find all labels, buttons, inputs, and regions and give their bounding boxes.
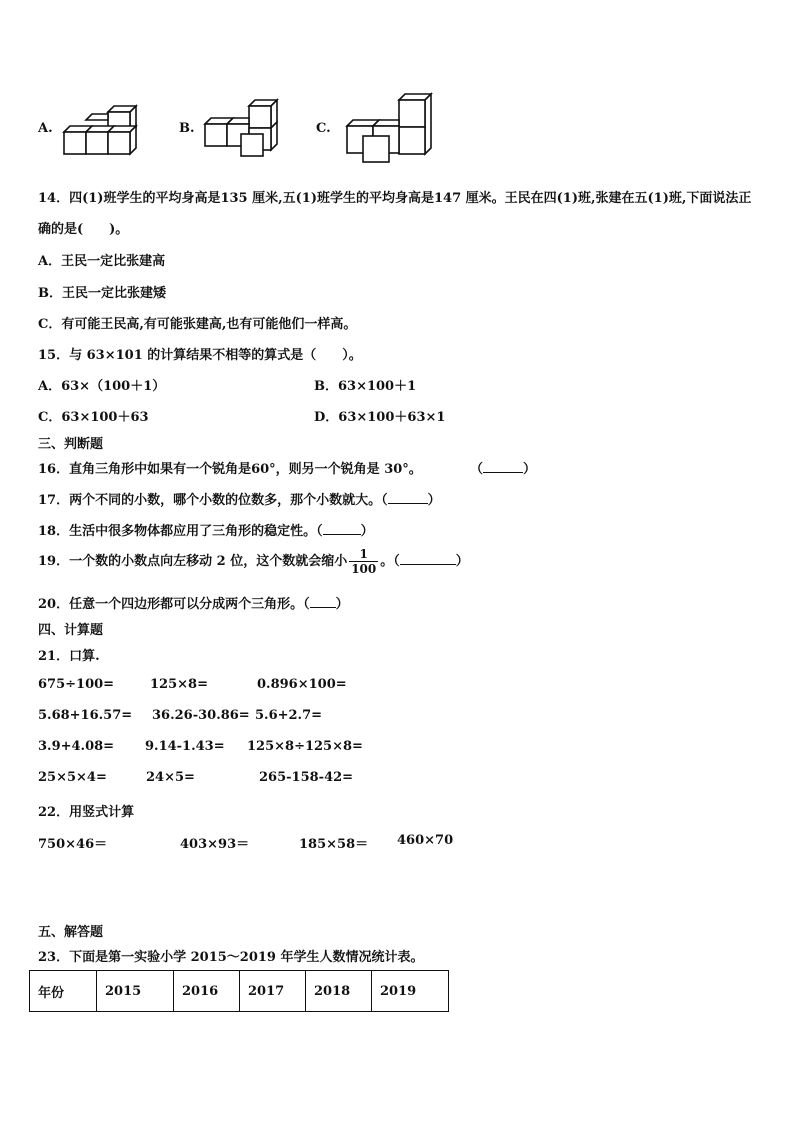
mental-item: 125×8÷125×8= [247, 739, 363, 754]
mental-item: 0.896×100= [257, 677, 347, 692]
q15-option-a: A．63×（100＋1） [38, 379, 166, 394]
q13-option-b-cubes-icon [203, 98, 281, 158]
q21-title: 21．口算. [38, 649, 100, 664]
fraction-denominator: 100 [351, 562, 377, 576]
q13-option-c-label: C. [316, 121, 331, 136]
paren-close: ） [335, 597, 349, 612]
fraction-numerator: 1 [349, 547, 378, 562]
table-cell: 2017 [240, 971, 306, 1012]
q14-option-a: A．王民一定比张建高 [38, 254, 166, 269]
mental-item: 125×8= [150, 677, 208, 692]
table-cell: 2015 [97, 971, 174, 1012]
q19-text-after: 。 [380, 554, 394, 569]
paren-close: ） [427, 493, 441, 508]
section3-title: 三、判断题 [38, 437, 104, 452]
paren-open: （ [393, 554, 400, 569]
q16 [38, 458, 422, 477]
paren-close: ） [360, 524, 374, 539]
vertical-item: 460×70 [397, 833, 454, 848]
q17 [38, 489, 441, 508]
q18-text: 18．生活中很多物体都应用了三角形的稳定性。 [38, 524, 317, 539]
q14-stem-line2: 确的是( )。 [38, 222, 129, 237]
q18 [38, 520, 374, 539]
q13-option-b-label: B. [179, 121, 195, 136]
mental-item: 36.26-30.86= [152, 708, 250, 723]
q13-option-a-label: A. [38, 121, 53, 136]
q18-blank[interactable] [323, 522, 361, 535]
q13-option-a-cubes-icon [62, 100, 142, 158]
table-cell: 2019 [372, 971, 449, 1012]
q15-option-b: B．63×100＋1 [314, 379, 417, 394]
q19-blank[interactable] [400, 552, 456, 565]
q15-option-c: C．63×100＋63 [38, 410, 149, 425]
q22-title: 22．用竖式计算 [38, 805, 135, 820]
paren-open: （ [303, 597, 310, 612]
q20-text: 20．任意一个四边形都可以分成两个三角形。 [38, 597, 304, 612]
q17-text: 17．两个不同的小数，哪个小数的位数多，那个小数就大。 [38, 493, 382, 508]
q20 [38, 593, 349, 612]
q19-fraction [349, 547, 378, 576]
students-stats-table [29, 970, 449, 1012]
table-cell: 2016 [174, 971, 240, 1012]
q15-option-d: D．63×100＋63×1 [314, 410, 446, 425]
q14-option-b: B．王民一定比张建矮 [38, 286, 166, 301]
mental-item: 675÷100= [38, 677, 115, 692]
paren-close: ） [523, 462, 537, 477]
q16-blank[interactable] [483, 460, 523, 473]
mental-item: 24×5= [146, 770, 195, 785]
paren-close: ） [455, 554, 469, 569]
mental-item: 5.6+2.7= [255, 708, 323, 723]
q14-stem-line1: 14．四(1)班学生的平均身高是135 厘米,五(1)班学生的平均身高是147 厘米。王民在四(1)班,张建在五(1)班,下面说法正 [38, 191, 752, 206]
vertical-item: 403×93＝ [180, 837, 250, 852]
vertical-item: 750×46＝ [38, 837, 108, 852]
q23-stem: 23．下面是第一实验小学 2015～2019 年学生人数情况统计表。 [38, 950, 424, 965]
q19-text: 19．一个数的小数点向左移动 2 位，这个数就会缩小 [38, 554, 348, 569]
q16-text: 16．直角三角形中如果有一个锐角是60°，则另一个锐角是 30°。 [38, 462, 422, 477]
mental-item: 3.9+4.08= [38, 739, 115, 754]
table-cell: 年份 [30, 971, 97, 1012]
paren-open: （ [316, 524, 323, 539]
q20-blank[interactable] [310, 595, 336, 608]
mental-item: 9.14-1.43= [145, 739, 225, 754]
section5-title: 五、解答题 [38, 925, 104, 940]
q17-blank[interactable] [388, 491, 428, 504]
q19 [38, 547, 469, 576]
q16-answer[interactable] [470, 458, 536, 477]
paren-open: （ [381, 493, 388, 508]
section4-title: 四、计算题 [38, 623, 104, 638]
q13-option-c-cubes-icon [343, 92, 435, 164]
mental-item: 5.68+16.57= [38, 708, 133, 723]
table-cell: 2018 [306, 971, 372, 1012]
mental-item: 265-158-42= [259, 770, 354, 785]
q15-stem: 15．与 63×101 的计算结果不相等的算式是（ ）。 [38, 348, 362, 363]
mental-item: 25×5×4= [38, 770, 107, 785]
q14-option-c: C．有可能王民高,有可能张建高,也有可能他们一样高。 [38, 317, 357, 332]
paren-open: （ [470, 462, 484, 477]
table-row [30, 971, 449, 1012]
vertical-item: 185×58＝ [299, 837, 369, 852]
